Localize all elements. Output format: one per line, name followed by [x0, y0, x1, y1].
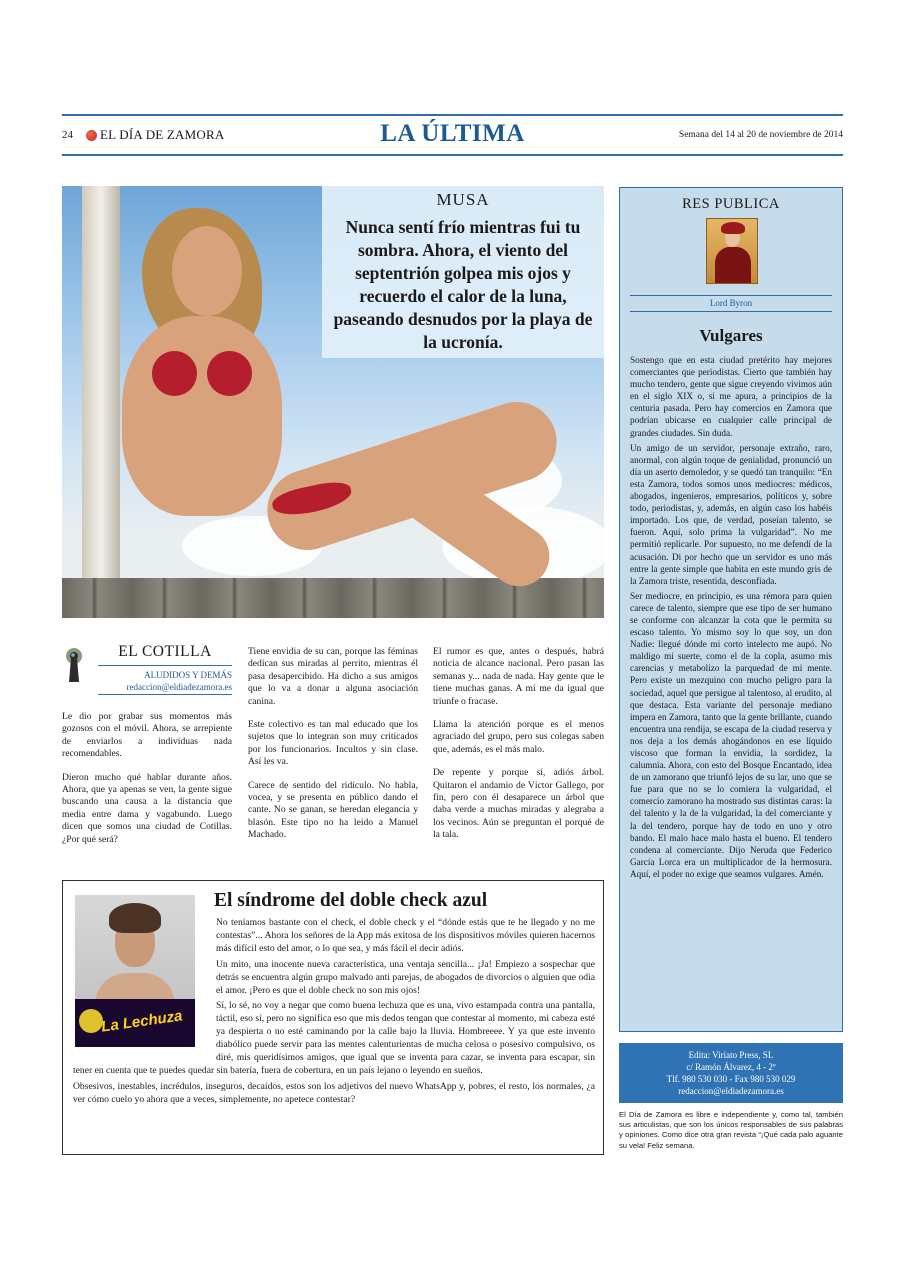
- cotilla-column-3: [433, 646, 604, 853]
- cotilla-email: redaccion@eldiadezamora.es: [126, 681, 232, 692]
- page-number: 24: [62, 129, 73, 141]
- cotilla-item: El rumor es que, antes o después, habrá noticia de alcance nacional. Pero pasan las semanas y... nada de nada. Hay gente que le tiene muchas ganas. A mí me da igual que triunfe o fracase.: [433, 646, 604, 707]
- cotilla-item: Tiene envidia de su can, porque las féminas dedican sus miradas al perrito, mientras él pasa desapercibido. Ha dicho a sus amigos que lo va a donar a alguna asociación canina.: [248, 646, 418, 707]
- doble-check-body: [73, 917, 595, 1110]
- res-publica-title: RES PUBLICA: [682, 196, 780, 212]
- header-bottom-rule: [62, 154, 843, 156]
- credits-box: [619, 1043, 843, 1103]
- issue-date: Semana del 14 al 20 de noviembre de 2014: [678, 130, 843, 140]
- musa-title: MUSA: [436, 190, 490, 209]
- res-publica-column: [619, 187, 843, 1032]
- cotilla-column-2: [248, 646, 418, 853]
- credits-email: redaccion@eldiadezamora.es: [678, 1086, 784, 1096]
- res-publica-body: [630, 354, 832, 883]
- cotilla-column-1: [62, 711, 232, 857]
- res-publica-headline: Vulgares: [699, 326, 763, 345]
- cotilla-rule-bottom: [98, 694, 232, 695]
- publication-logo: [86, 127, 224, 143]
- credits-publisher: Edita: Viriato Press, SL: [688, 1050, 774, 1060]
- cotilla-kicker: ALUDIDOS Y DEMÁS: [144, 670, 232, 680]
- top-rule: [62, 114, 843, 116]
- doble-check-title: El síndrome del doble check azul: [214, 890, 488, 911]
- doble-check-paragraph: Un mito, una inocente nueva característica, una ventaja sencilla... ¡Ja! Empiezo a sospechar que detrás se encuentra algún grupo malvado anti parejas, de abogados de divorcios o alguien que odia el amor. ¡Pero es que el doble check no son mis ojos!: [216, 958, 595, 996]
- doble-check-article: [62, 880, 604, 1155]
- author-rule-top: [630, 295, 832, 296]
- credits-phone: Tlf. 980 530 030 - Fax 980 530 029: [666, 1074, 796, 1084]
- section-title: LA ÚLTIMA: [380, 120, 525, 147]
- doble-check-paragraph: No teníamos bastante con el check, el doble check y el “dónde estás que te he llegado y no me contestas”... Ahora los señores de la App más exitosa de los dispositivos móviles quieren hacernos más difícil esto del amor, o lo que sea, y más fácil el decir adiós.: [216, 917, 595, 954]
- cotilla-item: De repente y porque sí, adiós árbol. Quitaron el andamio de Víctor Gallego, por fin, pero con él desaparece un árbol que daba verde a muchas miradas y alegraba a los vecinos. Aún se preguntan el porqué de la tala.: [433, 767, 604, 841]
- credits-address: c/ Ramón Álvarez, 4 - 2º: [686, 1062, 776, 1072]
- cotilla-item: Dieron mucho qué hablar durante años. Ahora, que ya apenas se ven, la gente sigue buscando una causa a la distancia que media entre dama y vagabundo. Luego dicen que somos una ciudad de Cotillas. ¿Por qué será?: [62, 771, 232, 845]
- cotilla-item: Este colectivo es tan mal educado que los sujetos que lo integran son muy criticados por los funcionarios. Incultos y sin clase. Así les va.: [248, 719, 418, 768]
- doble-check-paragraph: Obsesivos, inestables, incrédulos, inseguros, decaídos, estos son los adjetivos del nuevo WhatsApp y, pobres, el resto, los normales, ¿a ver cómo cuelo yo ahora que a veces, simplemente, no apetece contestar?: [73, 1080, 595, 1105]
- doble-check-paragraph: Sí, lo sé, no voy a negar que como buena lechuza que es una, vivo estampada contra una pantalla, táctil, eso sí, pero no significa eso que mis dedos tengan que contestar al momento, mi cabeza esté ya despierta o no esté caminando por la calle bajo la lluvia. Hombreeee. Y ya que este invento diabólico puede servir para las mentes calenturientas de mucha celosa o posesivo compulsivo, os diré, mis queridísimos amigos, que igual que se inventa para cazar, se inventa para escapar, sin tener en cuenta que te puedes quedar sin batería, fuera de cobertura, en un país lejano o leyendo en sueños.: [73, 1000, 595, 1076]
- musa-quote: Nunca sentí frío mientras fui tu sombra. Ahora, el viento del septentrión golpea mis ojos y recuerdo el calor de la luna, paseando desnudos por la playa de la ucronía.: [333, 217, 593, 352]
- cotilla-title: EL COTILLA: [118, 643, 212, 660]
- publication-name: EL DÍA DE ZAMORA: [100, 127, 225, 142]
- author-rule-bottom: [630, 311, 832, 312]
- logo-globe-icon: [86, 130, 97, 141]
- logo-text: La Lechuza: [100, 1007, 184, 1036]
- res-publica-paragraph: Ser mediocre, en principio, es una rémora para quien carece de talento, siempre que ese tipo de ser humano se conforme con alcanzar la cota que le permita su escaso talento. Yo mismo soy lo que soy, un don Nadie: llegué dónde mi corto intelecto me aupó. No maldigo mi suerte, como el de la copla, asumo mis carencias y metabolizo la parquedad de mi mente. Pero existe un mezquino con mucho peligro para la sociedad, aquel que persigue al talentoso, al erudito, al que destaca. Esta variante del personaje mediano impera en Zamora, tanto que la gente brillante, cuando encuentra una rendija, se escapa de la ciudad reserva y nos deja a los demás ahogándonos en ese líquido viscoso que forman la envidia, la sordidez, la calumnia. Ahora, con esto del Bosque Encantado, idea de un zamorano que triunfó lejos de su lar, uno que se fue para que no se lo comiera la vulgaridad, el comercio zamorano ha mostrado sus distintas caras: la del talento y la de la vulgaridad, la del comerciante y la del tendero, porque hay de todo en uno y otro bando. El malo hace malo hasta el bueno. El tendero condena al comerciante. Dijo Neruda que Federico García Lorca era un multiplicador de la hermosura. Aquí, el poder no exige que seamos vulgares. Amén.: [630, 590, 832, 879]
- musa-overlay: [322, 186, 604, 358]
- author-name: Lord Byron: [709, 298, 753, 308]
- cotilla-subtitle: [98, 670, 232, 693]
- cotilla-item: Carece de sentido del ridículo. No habla, vocea, y se presenta en público dando el cante. No se ganan, se heredan elegancia y blasón. Este tipo no ha leído a Manuel Machado.: [248, 779, 418, 841]
- author-portrait: [706, 218, 758, 284]
- cotilla-rule-top: [98, 665, 232, 666]
- disclaimer: El Día de Zamora es libre e independiente y, como tal, también sus articulistas, que son los únicos responsables de sus palabras y opiniones. Como dice otra gran revista “¡Qué cada palo aguante su vela! Feliz semana.: [619, 1110, 843, 1150]
- keyhole-icon: [64, 646, 84, 686]
- res-publica-paragraph: Sostengo que en esta ciudad pretérito hay mejores comerciantes que periodistas. Cierto que también hay mucho tendero, gente que sigue creyendo vivimos aún en el siglo XIX o, si me apura, a principios de la centuria pasada. Pero hay comercios en Zamora que podrían ubicarse en cualquier calle principal de grandes ciudades. Sin duda.: [630, 355, 832, 438]
- cotilla-item: Le dio por grabar sus momentos más gozosos con el móvil. Ahora, se arrepiente de enviarlos a individuas nada recomendables.: [62, 711, 232, 760]
- res-publica-paragraph: Un amigo de un servidor, personaje extraño, raro, anormal, con algún toque de genialidad, pronunció un día un aserto demoledor, y se quedó tan tranquilo: “En esta Zamora, todos somos unos mediocres: médicos, abogados, ingenieros, empresarios, políticos y, sobre todo, periodistas, y, además, en algún caso los habéis importado. Los que, de verdad, poseían talento, se fueron. Aquí, solo prima la vulgaridad”. No me permitió replicarle. Por supuesto, no me defendí de la acusación. Di por hecho que un servidor es uno más entre la gente simple que habita en este mundo gris de la Zamora triste, resentida, desconfiada.: [630, 442, 832, 586]
- cotilla-item: Llama la atención porque es el menos agraciado del grupo, pero sus colegas saben que, además, es el más malo.: [433, 719, 604, 755]
